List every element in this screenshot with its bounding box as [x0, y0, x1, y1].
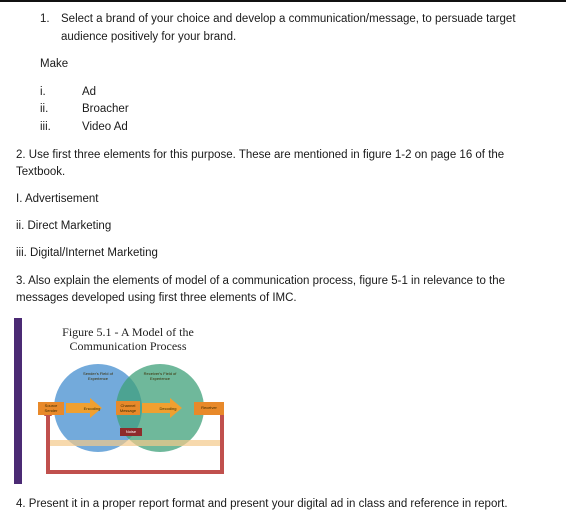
q1-text-line1: Select a brand of your choice and develop a communication/message, to persuade target [61, 13, 516, 25]
decoding-label: Decoding [159, 406, 177, 411]
make-item-roman: i. [40, 86, 46, 98]
figure-accent-bar [14, 318, 22, 484]
make-label: Make [40, 58, 69, 70]
make-item-roman: iii. [40, 121, 51, 133]
element-item: ii. Direct Marketing [16, 220, 112, 232]
make-item-roman: ii. [40, 103, 49, 115]
figure-title-line2: Communication Process [69, 339, 187, 353]
make-item-text: Ad [82, 86, 97, 98]
make-item-text: Video Ad [82, 121, 128, 133]
q1-number: 1. [40, 13, 50, 25]
communication-diagram [30, 360, 240, 482]
q3-text-line1: 3. Also explain the elements of model of a communication process, figure 5-1 in relevance to the [16, 275, 506, 287]
noise-label: Noise [125, 429, 137, 434]
figure-title [38, 325, 218, 353]
receiver-label: Receiver [201, 405, 217, 410]
element-item: iii. Digital/Internet Marketing [16, 247, 158, 259]
q3-text-line2: messages developed using first three elements of IMC. [16, 292, 297, 304]
q4-text: 4. Present it in a proper report format and present your digital ad in class and reference in report. [16, 498, 508, 510]
figure-title-line1: Figure 5.1 - A Model of the [62, 325, 194, 339]
sender-field-label: Sender's Field of Experience [83, 371, 113, 381]
element-item: I. Advertisement [16, 193, 99, 205]
top-border [0, 0, 566, 2]
channel-label: Channel Message [119, 403, 137, 413]
source-label: Source Sender [44, 403, 58, 413]
q1-text-line2: audience positively for your brand. [61, 31, 237, 43]
make-item-text: Broacher [82, 103, 129, 115]
receiver-field-label: Receiver's Field of Experience [143, 371, 177, 381]
q2-text-line2: Textbook. [16, 166, 66, 178]
encoding-label: Encoding [83, 406, 101, 411]
q2-text-line1: 2. Use first three elements for this purpose. These are mentioned in figure 1-2 on page 16 of the [16, 149, 505, 161]
response-band [50, 440, 220, 446]
